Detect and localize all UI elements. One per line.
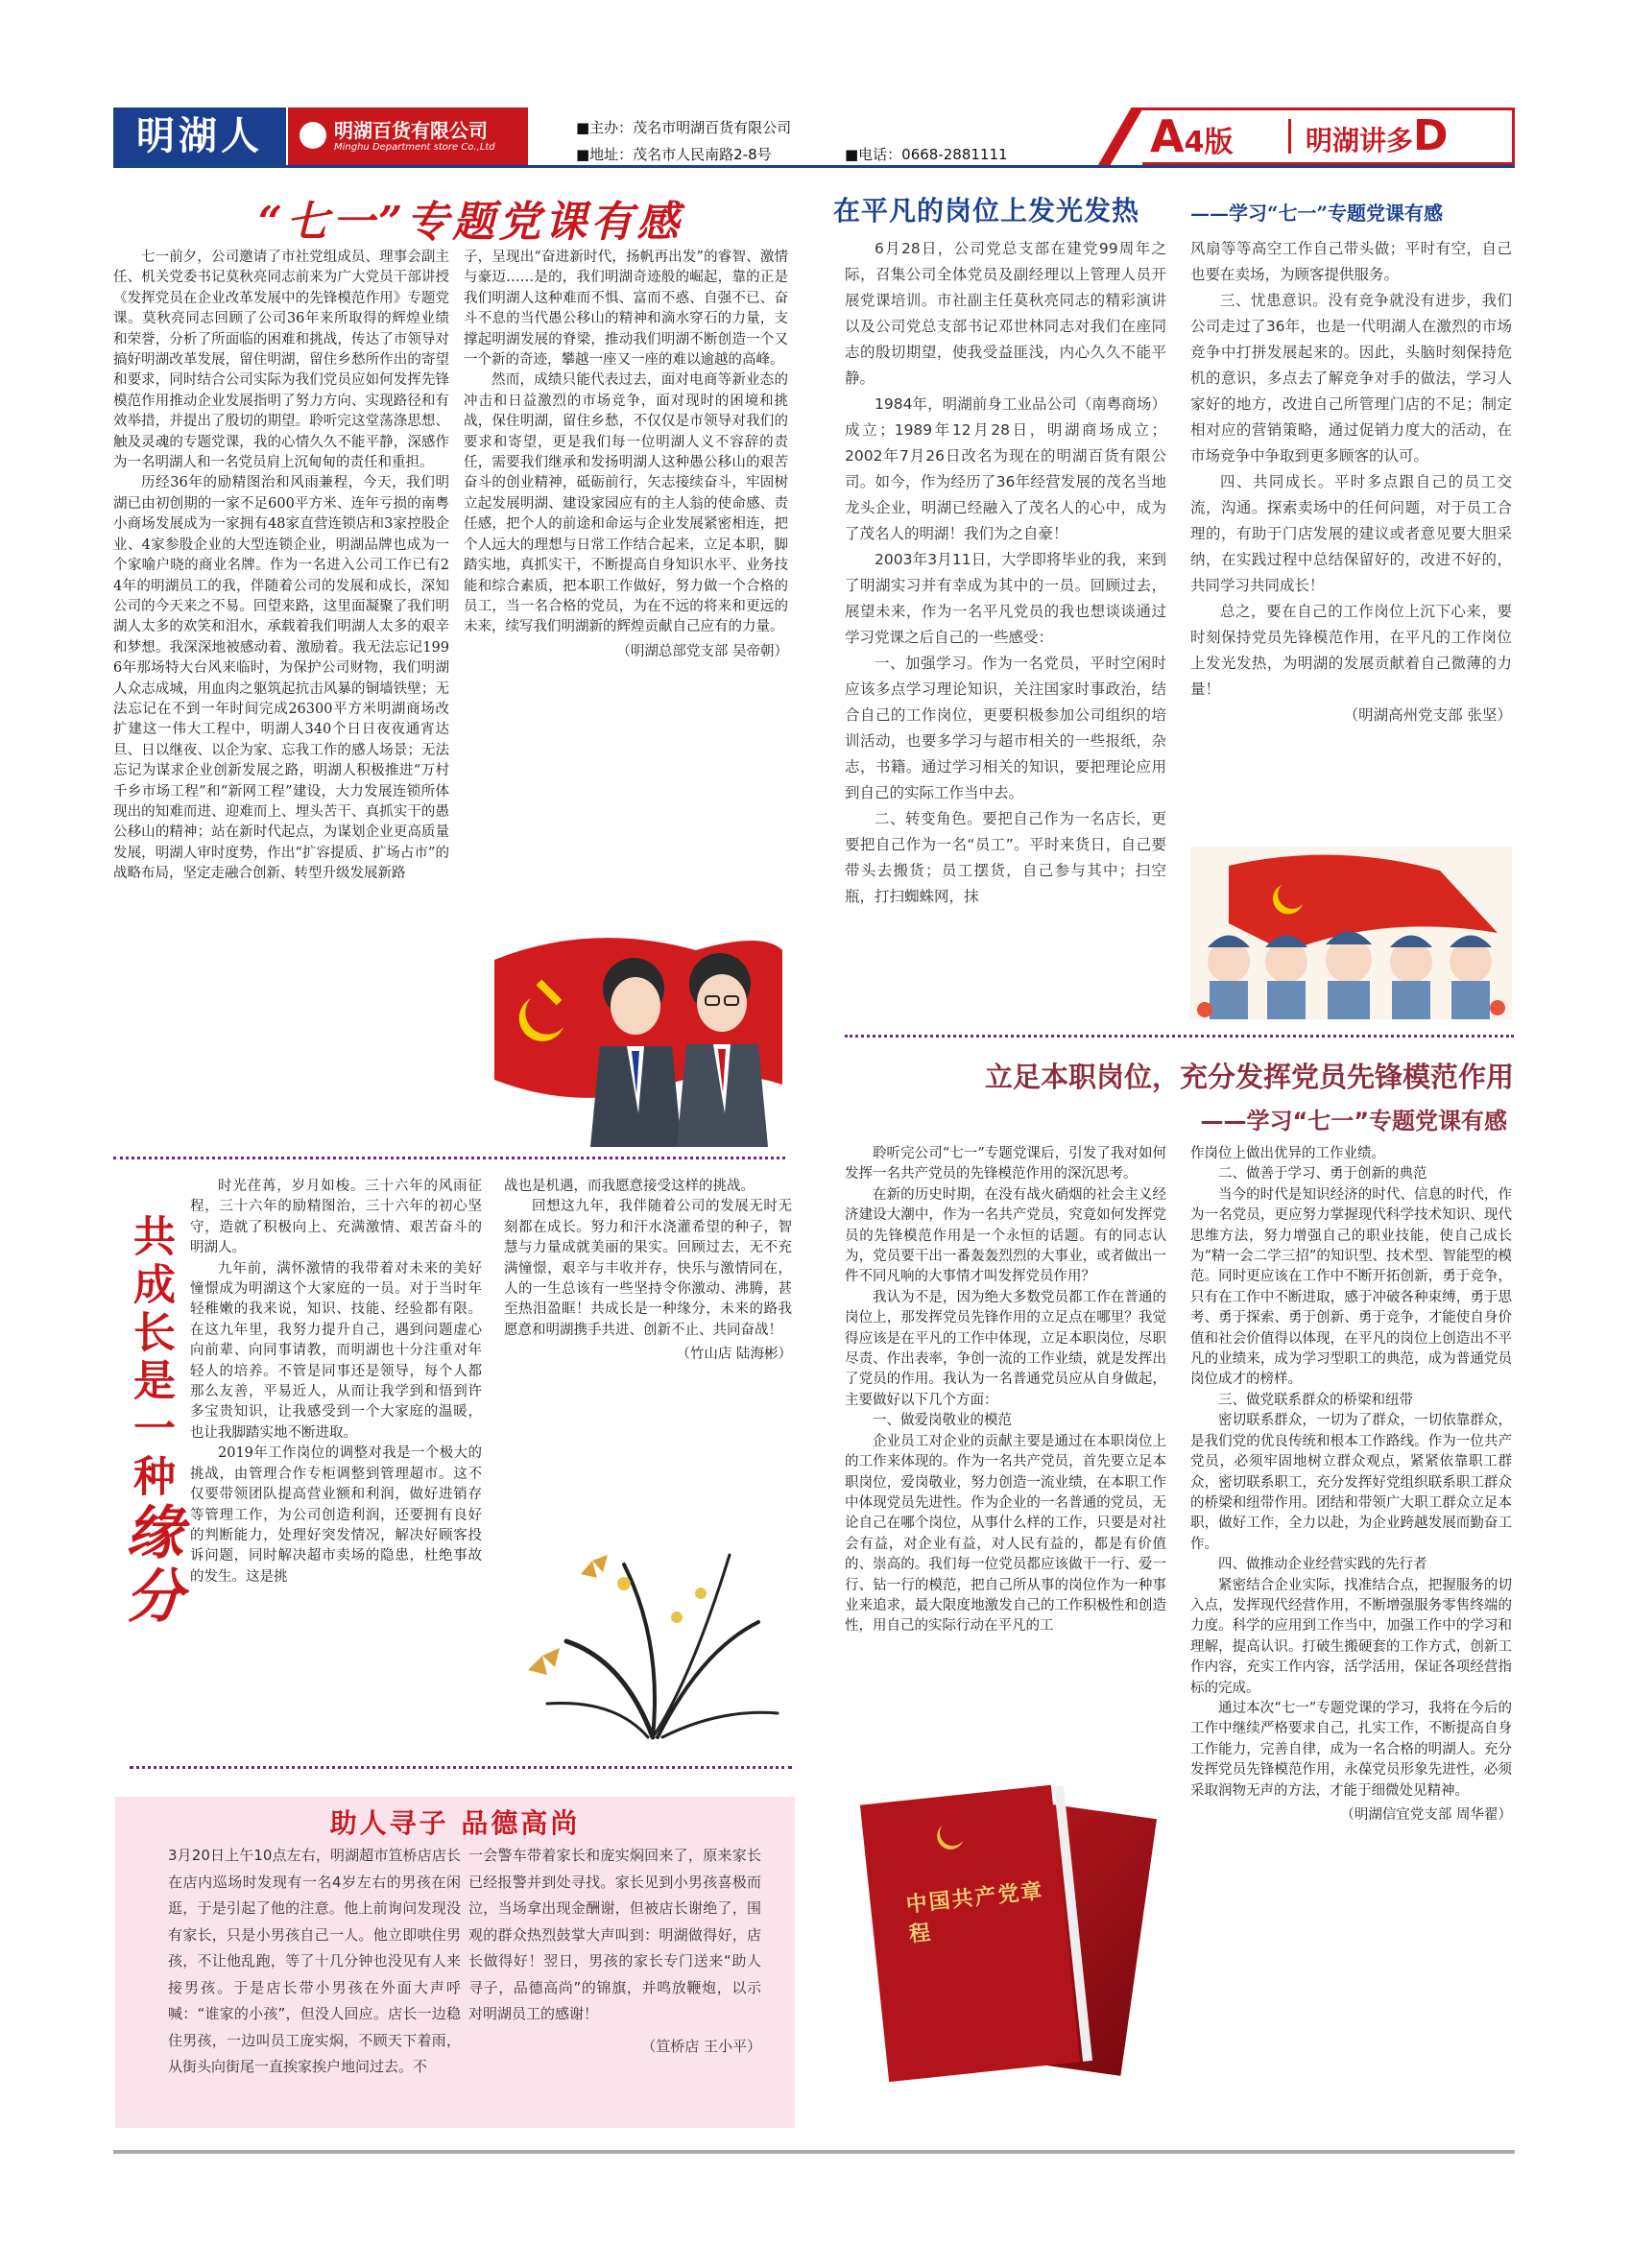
edition-number (1150, 107, 1284, 165)
article5-p6: 作岗位上做出优异的工作业绩。 (1190, 1146, 1385, 1161)
article2-p1: 6月28日，公司党总支部在建党99周年之际，召集公司全体党员及副经理以上管理人员开展党课培训。市社副主任莫秋亮同志的精彩演讲以及公司党总支部书记邓世林同志对我们在座同志的殷切期望，使我受益匪浅，内心久久不能平静。 (845, 240, 1166, 387)
article5-p3: 我认为不是，因为绝大多数党员都工作在普通的岗位上，那发挥党员先锋作用的立足点在哪里？我觉得应该是在平凡的工作中体现，立足本职岗位，尽职尽责、作出表率，争创一流的工作业绩，就是发挥出了党员的作用。我认为一名普通党员应从自身做起，主要做好以下几个方面： (845, 1289, 1166, 1408)
young-pioneers-illustration (1190, 847, 1512, 1019)
article3-p4: 战也是机遇，而我愿意接受这样的挑战。 (504, 1179, 755, 1194)
article5-p13: 通过本次“七一”专题党课的学习，我将在今后的工作中继续严格要求自己，扎实工作，不断提高自身工作能力，完善自律，成为一名合格的明湖人。充分发挥党员先锋模范作用，永葆党员形象先进性，必须采取润物无声的方法，才能于细微处见精神。 (1190, 1700, 1512, 1799)
article5-signature: （明湖信宜党支部 周华翟） (1340, 1807, 1512, 1823)
article2-p7: 三、忧患意识。没有竞争就没有进步，我们公司走过了36年，也是一代明湖人在激烈的市场竞争中打拼发展起来的。因此，头脑时刻保持危机的意识，多点去了解竞争对手的做法，学习人家好的地方，改进自己所管理门店的不足；制定相对应的营销策略，通过促销力度大的活动，在市场竞争中争取到更多顾客的认可。 (1190, 292, 1512, 465)
article2-signature: （明湖高州党支部 张坚） (1343, 706, 1512, 724)
divider-dots-3 (845, 1035, 1514, 1038)
masthead-phone: ■电话：0668-2881111 (845, 146, 1008, 163)
divider-dots-1 (113, 1157, 785, 1159)
article5-p2: 在新的历史时期，在没有战火硝烟的社会主义经济建设大潮中，作为一名共产党员，究竟如何发挥党员的先锋模范作用是一个永恒的话题。有的同志认为，党员要干出一番轰轰烈烈的大事业，或者做出一件不同凡响的大事情才叫发挥党员作用？ (845, 1186, 1166, 1285)
party-constitution-books (850, 1737, 1162, 2116)
masthead-rule (113, 165, 1515, 168)
article1-p4: 然而，成绩只能代表过去，面对电商等新业态的冲击和日益激烈的市场竞争，面对现时的困境和挑战，保住明湖，留住乡愁，不仅仅是市领导对我们的要求和寄望，更是我们每一位明湖人义不容辞的责任，需要我们继承和发扬明湖人这种愚公移山的艰苦奋斗的创业精神，砥砺前行，矢志接续奋斗，牢固树立起发展明湖、建设家园应有的主人翁的使命感、责任感，把个人的前途和命运与企业发展紧密相连，把个人远大的理想与日常工作结合起来，立足本职，脚踏实地，真抓实干，不断提高自身知识水平、业务技能和综合素质，把本职工作做好，努力做一个合格的员工，当一名合格的党员，为在不远的将来和更远的未来，续写我们明湖新的辉煌贡献自己应有的力量。 (464, 372, 788, 635)
column-letter: D (1413, 111, 1449, 160)
article4-signature: （笪桥店 王小平） (641, 2037, 761, 2055)
article2-p6: 风扇等等高空工作自己带头做；平时有空，自己也要在卖场，为顾客提供服务。 (1190, 240, 1512, 283)
article3-title-b: 缘分 (116, 1502, 183, 1629)
article4-p2: 一会警车带着家长和庞实焖回来了，原来家长已经报警并到处寻找。家长见到小男孩喜极而泣，当场拿出现金酬谢，但被店长谢绝了，围观的群众热烈鼓掌大声叫到：明湖做得好，店长做得好！翌日，男孩的家长专门送来“助人寻子，品德高尚”的锦旗，并鸣放鞭炮，以示对明湖员工的感谢！ (468, 1847, 761, 2022)
article1-col1 (113, 248, 449, 1140)
edition-num: 4版 (1184, 126, 1234, 159)
article1-p3: 子，呈现出“奋进新时代，扬帆再出发”的睿智、激情与豪迈……是的，我们明湖奇迹般的崛起，靠的正是我们明湖人这种难而不惧、富而不惑、自强不已、奋斗不息的当代愚公移山的精神和滴水穿石的力量，支撑起明湖发展的脊梁，推动我们明湖不断创造一个又一个新的奇迹，攀越一座又一座的难以逾越的高峰。 (464, 250, 788, 369)
article1-signature: （明湖总部党支部 吴帝朝） (616, 643, 788, 659)
article4-title: 助人寻子 品德高尚 (329, 1807, 581, 1839)
article5-p4: 一、做爱岗敬业的模范 (873, 1413, 1012, 1429)
article4-p1: 3月20日上午10点左右，明湖超市笪桥店店长在店内巡场时发现有一名4岁左右的男孩在闲逛，于是引起了他的注意。他上前询问发现没有家长，只是小男孩自己一人。他立即哄住男孩，不让他乱跑，等了十几分钟也没见有人来接男孩。于是店长带小男孩在外面大声呼喊：“谁家的小孩”，但没人回应。店长一边稳住男孩，一边叫员工庞实焖，不顾天下着雨，从街头向街尾一直挨家挨户地问过去。不 (168, 1847, 461, 2075)
article5-subtitle: ——学习“七一”专题党课有感 (1200, 1108, 1507, 1134)
article2-title: 在平凡的岗位上发光发热 (833, 195, 1140, 227)
article1-title: “七一”专题党课有感 (257, 198, 683, 247)
article3-signature: （竹山店 陆海彬） (676, 1347, 792, 1363)
article5-title: 立足本职岗位，充分发挥党员先锋模范作用 (984, 1061, 1514, 1093)
article2-p5: 二、转变角色。要把自己作为一名店长，更要把自己作为一名“员工”。平时来货日，自己要带头去搬货；员工摆货，自己参与其中；扫空瓶，打扫蜘蛛网，抹 (845, 810, 1166, 905)
article5-p12: 紧密结合企业实际，找准结合点，把握服务的切入点，发挥现代经营作用，不断增强服务零售终端的力度。科学的应用到工作当中，加强工作中的学习和理解，提高认识。打破生搬硬套的工作方式，创新工作内容，充实工作内容，活学活用，保证各项经营指标的完成。 (1190, 1577, 1512, 1696)
orchid-illustration (509, 1526, 787, 1742)
article5-p1: 聆听完公司“七一”专题党课后，引发了我对如何发挥一名共产党员的先锋模范作用的深沉思考。 (845, 1146, 1166, 1182)
article2-p3: 2003年3月11日，大学即将毕业的我，来到了明湖实习并有幸成为其中的一员。回顾过去，展望未来，作为一名平凡党员的我也想谈谈通过学习党课之后自己的一些感受： (845, 551, 1166, 646)
column-name-text: 明湖讲多 (1306, 125, 1414, 156)
company-emblem-icon (300, 122, 326, 149)
article2-p9: 总之，要在自己的工作岗位上沉下心来，要时刻保持党员先锋模范作用，在平凡的工作岗位上发光发热，为明湖的发展贡献着自己微薄的力量！ (1190, 603, 1512, 698)
article5-col2 (1190, 1144, 1512, 2104)
company-name-cn: 明湖百货有限公司 (334, 119, 488, 142)
masthead-logo: 明湖人 (113, 107, 286, 165)
article3-p2: 九年前，满怀激情的我带着对未来的美好憧憬成为明湖这个大家庭的一员。对于当时年轻稚嫩的我来说，知识、技能、经验都有限。在这九年里，我努力提升自己，遇到问题虚心向前辈、向同事请教，而明湖也十分注重对年轻人的培养。不管是同事还是领导，每个人都那么友善，平易近人，从而让我学到和悟到许多宝贵知识，让我感受到一个大家庭的温暖，也让我脚踏实地不断进取。 (190, 1260, 482, 1441)
divider-dots-2 (130, 1766, 792, 1769)
article2-subtitle: ——学习“七一”专题党课有感 (1190, 202, 1444, 225)
article2-p4: 一、加强学习。作为一名党员，平时空闲时应该多点学习理论知识，关注国家时事政治，结合自己的工作岗位，更要积极参加公司组织的培训活动，也要多学习与超市相关的一些报纸，杂志，书籍。通过学习相关的知识，要把理论应用到自己的实际工作当中去。 (845, 655, 1166, 801)
article2-col2 (1190, 236, 1512, 841)
article5-p10: 密切联系群众，一切为了群众，一切依靠群众，是我们党的优良传统和根本工作路线。作为一位共产党员，必须牢固地树立群众观点，紧紧依靠职工群众，密切联系职工，充分发挥好党组织联系职工群众的桥梁和纽带作用。团结和带领广大职工群众立足本职，做好工作，全力以赴，为企业跨越发展而勤奋工作。 (1190, 1413, 1512, 1552)
article3-p3: 2019年工作岗位的调整对我是一个极大的挑战，由管理合作专柜调整到管理超市。这不仅要带领团队提高营业额和利润，做好进销存等管理工作，为公司创造利润，还要拥有良好的判断能力，处理好突发情况，解决好顾客投诉问题，同时解决超市卖场的隐患，杜绝事故的发生。这是挑 (190, 1445, 482, 1585)
article5-p11: 四、做推动企业经营实践的先行者 (1218, 1557, 1427, 1573)
article3-col1 (190, 1177, 482, 1743)
edition-letter: A (1150, 110, 1185, 162)
article2-col1 (845, 236, 1166, 1018)
column-name (1306, 107, 1507, 165)
article1-p1: 七一前夕，公司邀请了市社党组成员、理事会副主任、机关党委书记莫秋亮同志前来为广大党员干部讲授《发挥党员在企业改革发展中的先锋模范作用》专题党课。莫秋亮同志回顾了公司36年来所取得的辉煌业绩和荣誉，分析了所面临的困难和挑战，传达了市领导对搞好明湖改革发展，留住明湖，留住乡愁所作出的寄望和要求，同时结合公司实际为我们党员应如何发挥先锋模范作用推动企业发展指明了努力方向、实现路径和有效举措，并提出了殷切的期望。聆听完这堂荡涤思想、触及灵魂的专题党课，我的心情久久不能平静，深感作为一名明湖人和一名党员肩上沉甸甸的责任和重担。 (113, 250, 449, 471)
edition-slant-decor (1094, 107, 1142, 165)
article5-col1 (845, 1144, 1166, 1725)
article3-col2 (504, 1177, 792, 1522)
article2-p2: 1984年，明湖前身工业品公司（南粤商场）成立；1989年12月28日，明湖商场成立；2002年7月26日改名为现在的明湖百货有限公司。如今，作为经历了36年经营发展的茂名当地龙头企业，明湖已经融入了茂名人的心中，成为了茂名人的明湖！我们为之自豪！ (845, 395, 1166, 542)
masthead-address: ■地址：茂名市人民南路2-8号 (576, 146, 772, 163)
article5-p9: 三、做党联系群众的桥梁和纽带 (1218, 1392, 1413, 1408)
article1-p2: 历经36年的励精图治和风雨兼程，今天，我们明湖已由初创期的一家不足600平方米、连年亏损的南粤小商场发展成为一家拥有48家直营连锁店和3家控股企业、4家参股企业的大型连锁企业，明湖品牌也成为一个家喻户晓的商业名牌。作为一名进入公司工作已有24年的明湖员工的我，伴随着公司的发展和成长，深知公司的今天来之不易。回望来路，这里面凝聚了我们明湖人太多的欢笑和泪水，承载着我们明湖人太多的艰辛和梦想。我深深地被感动着、激励着。我无法忘记1996年那场特大台风来临时，为保护公司财物，我们明湖人众志成城，用血肉之躯筑起抗击风暴的铜墙铁壁；无法忘记在不到一年时间完成26300平方米明湖商场改扩建这一伟大工程中，明湖人340个日日夜夜通宵达旦、日以继夜、以企为家、忘我工作的感人场景；无法忘记为谋求企业创新发展之路，明湖人积极推进“万村千乡市场工程”和“新网工程”建设，大力发展连锁所体现出的知难而进、迎难而上、埋头苦干、真抓实干的愚公移山的精神；站在新时代起点，为谋划企业更高质量发展，明湖人审时度势，作出“扩容提质、扩场占市”的战略布局，坚定走融合创新、转型升级发展新路 (113, 475, 449, 882)
masthead-sponsor: ■主办：茂名市明湖百货有限公司 (576, 119, 792, 136)
company-name-en: Minghu Department store Co.,Ltd (334, 142, 495, 153)
article5-p5: 企业员工对企业的贡献主要是通过在本职岗位上的工作来体现的。作为一名共产党员，首先要立足本职岗位，爱岗敬业，努力创造一流业绩，在本职工作中体现党员先进性。作为企业的一名普通的党员，无论自己在哪个岗位，从事什么样的工作，只要是对社会有益，对企业有益，对人民有益的，都是有价值的、崇高的。我们每一位党员都应该做干一行、爱一行、钻一行的模范，把自己所从事的岗位作为一种事业来追求，最大限度地激发自己的工作积极性和创造性，用自己的实际行动在平凡的工 (845, 1433, 1166, 1635)
footer-rule (113, 2150, 1515, 2154)
article3-title (116, 1214, 183, 1646)
article5-p7: 二、做善于学习、勇于创新的典范 (1218, 1166, 1427, 1182)
article3-title-a: 共成长是一种 (126, 1214, 175, 1502)
edition-separator (1288, 119, 1291, 154)
party-members-illustration (475, 893, 787, 1147)
article2-p8: 四、共同成长。平时多点跟自己的员工交流，沟通。探索卖场中的任何问题，对于员工合理的，有助于门店发展的建议或者意见要大胆采纳，在实践过程中总结保留好的，改进不好的，共同学习共同成长！ (1190, 473, 1512, 594)
article4-col1 (168, 1843, 461, 2121)
article3-p1: 时光荏苒，岁月如梭。三十六年的风雨征程，三十六年的励精图治，三十六年的初心坚守，造就了积极向上、充满激情、艰苦奋斗的明湖人。 (190, 1179, 482, 1256)
article5-p8: 当今的时代是知识经济的时代、信息的时代，作为一名党员，更应努力掌握现代科学技术知识、现代思维方法，努力增强自己的职业技能，使自己成长为“精一会二学三招”的知识型、技术型、智能型的模范。同时更应该在工作中不断开拓创新，勇于竞争，只有在工作中不断进取，感于冲破各种束缚，勇于思考、勇于探索、勇于创新、勇于竞争，才能使自身价值和社会价值得以体现，在平凡的岗位上创造出不平凡的业绩来，成为学习型职工的典范，成为普通党员岗位成才的榜样。 (1190, 1186, 1512, 1388)
article4-col2 (468, 1843, 761, 2121)
article3-p5: 回想这九年，我伴随着公司的发展无时无刻都在成长。努力和汗水浇灌希望的种子，智慧与力量成就美丽的果实。回顾过去，无不充满憧憬，艰辛与丰收并存，快乐与激情同在，人的一生总该有一些坚持令你激动、沸腾，甚至热泪盈眶！共成长是一种缘分，未来的路我愿意和明湖携手共进、创新不止、共同奋战！ (504, 1199, 792, 1338)
book-title: 中国共产党章程 (904, 1877, 1045, 1947)
article1-col2 (464, 248, 788, 862)
company-logo (288, 107, 528, 165)
